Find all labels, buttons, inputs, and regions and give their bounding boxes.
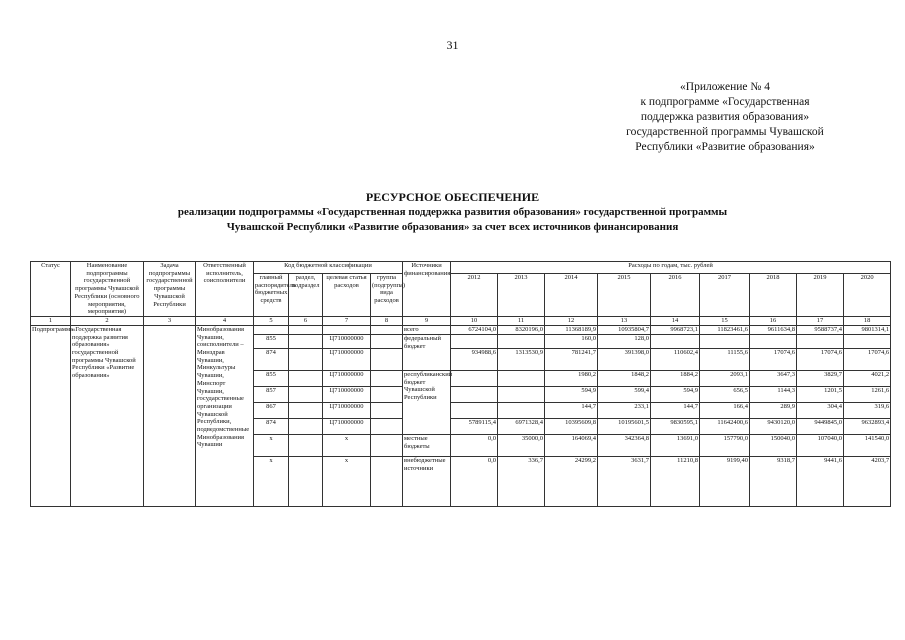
cell-value: 304,4	[797, 402, 844, 418]
cell-value	[451, 402, 498, 418]
cell-section	[289, 334, 323, 348]
header-year: 2013	[498, 273, 545, 316]
cell-group	[371, 386, 403, 402]
cell-value: 342364,8	[598, 434, 651, 456]
page-number: 31	[446, 38, 459, 52]
cell-value: 233,1	[598, 402, 651, 418]
cell-manager: 857	[254, 386, 289, 402]
document-title	[0, 190, 905, 235]
header-row	[31, 262, 891, 274]
header-year: 2020	[844, 273, 891, 316]
cell-target: Ц710000000	[323, 418, 371, 434]
column-number: 7	[323, 316, 371, 325]
cell-value: 13691,0	[651, 434, 700, 456]
cell-value: 141540,0	[844, 434, 891, 456]
cell-group	[371, 348, 403, 370]
cell-value	[451, 370, 498, 386]
cell-value: 934988,6	[451, 348, 498, 370]
cell-value: 781241,7	[545, 348, 598, 370]
cell-value: 6724104,0	[451, 325, 498, 334]
header-year: 2015	[598, 273, 651, 316]
cell-manager	[254, 325, 289, 334]
cell-target: Ц710000000	[323, 386, 371, 402]
header-year: 2012	[451, 273, 498, 316]
column-number: 10	[451, 316, 498, 325]
cell-group	[371, 334, 403, 348]
cell-value: 150040,0	[750, 434, 797, 456]
cell-target: Ц710000000	[323, 370, 371, 386]
cell-value: 1201,5	[797, 386, 844, 402]
column-number: 6	[289, 316, 323, 325]
cell-value: 4021,2	[844, 370, 891, 386]
cell-value: 164069,4	[545, 434, 598, 456]
cell-value: 166,4	[700, 402, 750, 418]
cell-group	[371, 456, 403, 506]
cell-value: 9430120,0	[750, 418, 797, 434]
header-status: Статус	[31, 262, 71, 317]
cell-manager: 874	[254, 348, 289, 370]
cell-value: 599,4	[598, 386, 651, 402]
cell-value: 144,7	[545, 402, 598, 418]
cell-value: 4203,7	[844, 456, 891, 506]
cell-value: 9968723,1	[651, 325, 700, 334]
cell-value	[451, 386, 498, 402]
cell-value: 160,0	[545, 334, 598, 348]
header-name: Наименование подпрограммы государственной программы Чувашской Республики (основного мероприятия, мероприятия)	[71, 262, 144, 317]
cell-value: 9449845,0	[797, 418, 844, 434]
cell-value: 391398,0	[598, 348, 651, 370]
cell-value: 594,9	[651, 386, 700, 402]
header-group: группа (подгруппа) вида расходов	[371, 273, 403, 316]
cell-group	[371, 434, 403, 456]
cell-value: 319,6	[844, 402, 891, 418]
cell-value: 3647,3	[750, 370, 797, 386]
cell-target: Ц710000000	[323, 334, 371, 348]
column-number: 13	[598, 316, 651, 325]
column-number: 5	[254, 316, 289, 325]
cell-value: 110602,4	[651, 348, 700, 370]
cell-value: 11823461,6	[700, 325, 750, 334]
cell-source: республиканский бюджет Чувашской Республики	[403, 370, 451, 434]
header-section: раздел, подраздел	[289, 273, 323, 316]
cell-section	[289, 386, 323, 402]
header-main-manager: главный распорядитель бюджетных средств	[254, 273, 289, 316]
appendix-block	[560, 80, 890, 155]
cell-value	[750, 334, 797, 348]
cell-value: 289,9	[750, 402, 797, 418]
cell-target: Ц710000000	[323, 402, 371, 418]
cell-value: 144,7	[651, 402, 700, 418]
cell-task	[144, 325, 196, 506]
cell-section	[289, 370, 323, 386]
header-year: 2018	[750, 273, 797, 316]
header-expenses: Расходы по годам, тыс. рублей	[451, 262, 891, 274]
cell-section	[289, 402, 323, 418]
column-number: 16	[750, 316, 797, 325]
column-number: 4	[196, 316, 254, 325]
title-line: Чувашской Республики «Развитие образования» за счет всех источников финансирования	[226, 221, 679, 233]
cell-executor: Минобразования Чувашии, соисполнители – Минздрав Чувашии, Минкультуры Чувашии, Минспорт Чувашии, государственные организации Чувашской Республики, подведомственные Минобразования Чувашии	[196, 325, 254, 506]
cell-name: «Государственная поддержка развития образования» государственной программы Чувашской Республики «Развитие образования»	[71, 325, 144, 506]
header-sources: Источники финансирования	[403, 262, 451, 317]
appendix-line: государственной программы Чувашской	[626, 126, 824, 138]
cell-target: Ц710000000	[323, 348, 371, 370]
cell-value: 3631,7	[598, 456, 651, 506]
header-target-item: целевая статья расходов	[323, 273, 371, 316]
cell-section	[289, 348, 323, 370]
column-number: 3	[144, 316, 196, 325]
cell-value	[498, 334, 545, 348]
cell-value: 1261,6	[844, 386, 891, 402]
appendix-line: к подпрограмме «Государственная	[640, 96, 810, 108]
cell-source: внебюджетные источники	[403, 456, 451, 506]
cell-status: Подпрограмма	[31, 325, 71, 506]
cell-value	[498, 402, 545, 418]
cell-group	[371, 418, 403, 434]
cell-group	[371, 325, 403, 334]
cell-value: 107040,0	[797, 434, 844, 456]
cell-value: 1313530,9	[498, 348, 545, 370]
header-executor: Ответственный исполнитель, соисполнители	[196, 262, 254, 317]
header-year: 2014	[545, 273, 598, 316]
cell-value: 9830595,1	[651, 418, 700, 434]
column-number: 15	[700, 316, 750, 325]
cell-value: 24299,2	[545, 456, 598, 506]
cell-group	[371, 402, 403, 418]
cell-value	[651, 334, 700, 348]
header-year: 2019	[797, 273, 844, 316]
cell-value: 1884,2	[651, 370, 700, 386]
cell-value	[844, 334, 891, 348]
appendix-line: поддержка развития образования»	[640, 111, 810, 123]
cell-value: 9318,7	[750, 456, 797, 506]
column-number: 2	[71, 316, 144, 325]
cell-value: 9588737,4	[797, 325, 844, 334]
column-number: 8	[371, 316, 403, 325]
header-budget-code: Код бюджетной классификации	[254, 262, 403, 274]
cell-section	[289, 325, 323, 334]
column-number: 18	[844, 316, 891, 325]
appendix-line: Республики «Развитие образования»	[635, 141, 815, 153]
cell-value: 2093,1	[700, 370, 750, 386]
cell-manager: 855	[254, 370, 289, 386]
column-number: 9	[403, 316, 451, 325]
cell-value: 0,0	[451, 456, 498, 506]
cell-target: x	[323, 434, 371, 456]
cell-target: x	[323, 456, 371, 506]
cell-value: 1848,2	[598, 370, 651, 386]
cell-value: 128,0	[598, 334, 651, 348]
cell-value: 336,7	[498, 456, 545, 506]
cell-value: 1144,3	[750, 386, 797, 402]
cell-group	[371, 370, 403, 386]
cell-value: 9632893,4	[844, 418, 891, 434]
cell-section	[289, 434, 323, 456]
header-year: 2016	[651, 273, 700, 316]
cell-value: 0,0	[451, 434, 498, 456]
cell-value: 9611634,8	[750, 325, 797, 334]
cell-value: 10935804,7	[598, 325, 651, 334]
cell-value: 594,9	[545, 386, 598, 402]
cell-manager: x	[254, 456, 289, 506]
cell-manager: 874	[254, 418, 289, 434]
appendix-line: «Приложение № 4	[680, 81, 770, 93]
cell-value: 9199,40	[700, 456, 750, 506]
cell-value: 5789115,4	[451, 418, 498, 434]
cell-source: всего	[403, 325, 451, 334]
cell-value: 8320196,0	[498, 325, 545, 334]
cell-value: 3829,7	[797, 370, 844, 386]
title-line: реализации подпрограммы «Государственная поддержка развития образования» государственной программы	[177, 206, 728, 218]
cell-target	[323, 325, 371, 334]
column-number: 1	[31, 316, 71, 325]
cell-value: 11368189,9	[545, 325, 598, 334]
cell-manager: x	[254, 434, 289, 456]
cell-manager: 855	[254, 334, 289, 348]
cell-section	[289, 456, 323, 506]
cell-value: 9801314,1	[844, 325, 891, 334]
cell-value: 1980,2	[545, 370, 598, 386]
cell-value: 10195601,5	[598, 418, 651, 434]
header-year: 2017	[700, 273, 750, 316]
column-number: 17	[797, 316, 844, 325]
cell-value: 656,5	[700, 386, 750, 402]
column-number: 14	[651, 316, 700, 325]
cell-value: 6971328,4	[498, 418, 545, 434]
cell-value	[451, 334, 498, 348]
cell-value: 11210,8	[651, 456, 700, 506]
cell-value	[700, 334, 750, 348]
cell-value: 17074,6	[750, 348, 797, 370]
cell-value: 9441,6	[797, 456, 844, 506]
title-main: РЕСУРСНОЕ ОБЕСПЕЧЕНИЕ	[365, 190, 540, 204]
cell-value: 11155,6	[700, 348, 750, 370]
cell-section	[289, 418, 323, 434]
cell-value: 157790,0	[700, 434, 750, 456]
cell-source: федеральный бюджет	[403, 334, 451, 370]
cell-source: местные бюджеты	[403, 434, 451, 456]
header-task: Задача подпрограммы государственной программы Чувашской Республики	[144, 262, 196, 317]
resource-table	[30, 261, 891, 507]
column-number-row	[31, 316, 891, 325]
cell-value: 35000,0	[498, 434, 545, 456]
table-row	[31, 325, 891, 334]
cell-manager: 867	[254, 402, 289, 418]
column-number: 12	[545, 316, 598, 325]
cell-value: 17074,6	[844, 348, 891, 370]
cell-value: 11642400,6	[700, 418, 750, 434]
cell-value	[498, 370, 545, 386]
cell-value: 10395609,8	[545, 418, 598, 434]
column-number: 11	[498, 316, 545, 325]
cell-value	[797, 334, 844, 348]
cell-value	[498, 386, 545, 402]
cell-value: 17074,6	[797, 348, 844, 370]
